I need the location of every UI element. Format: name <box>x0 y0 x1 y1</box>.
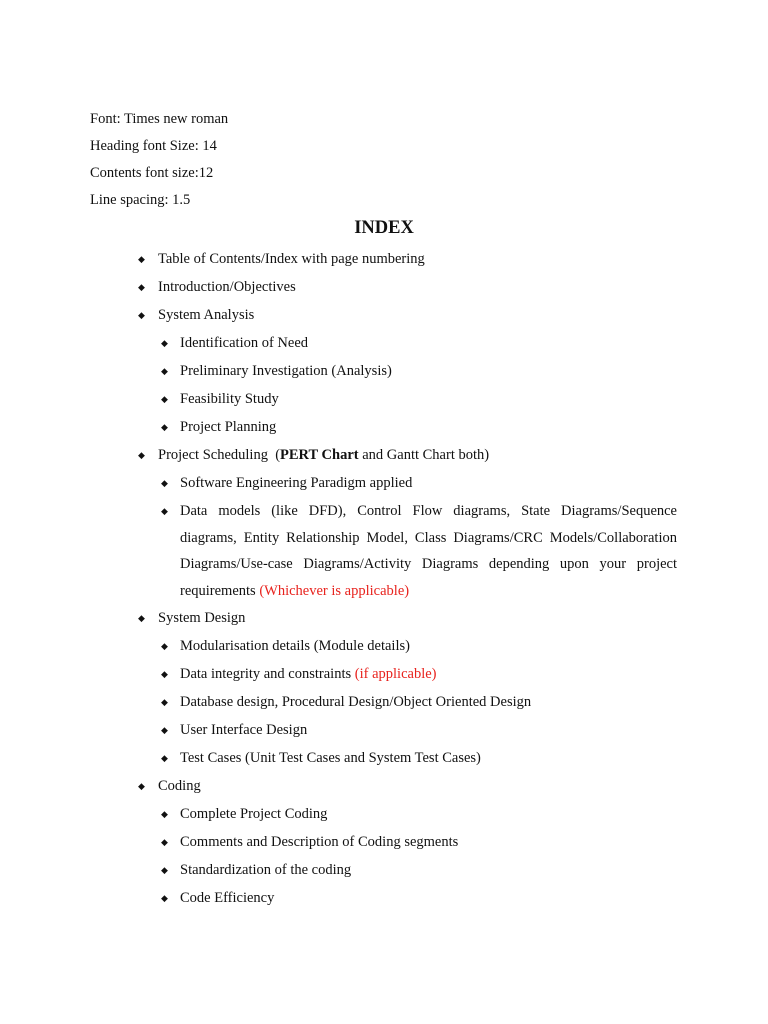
item-code-efficiency: Code Efficiency <box>180 890 275 906</box>
item-feasibility-study: Feasibility Study <box>180 391 279 407</box>
item-software-engineering-paradigm: Software Engineering Paradigm applied <box>180 475 413 491</box>
integrity-text: Data integrity and constraints <box>180 666 355 682</box>
bullet-icon: ◆ <box>138 450 145 460</box>
scheduling-prefix: Project Scheduling ( <box>158 447 281 463</box>
spec-heading-size: Heading font Size: 14 <box>90 138 217 154</box>
scheduling-suffix: and Gantt Chart both) <box>358 447 490 463</box>
data-models-note: (Whichever is applicable) <box>259 583 410 600</box>
item-database-design: Database design, Procedural Design/Object Oriented Design <box>180 694 532 710</box>
item-modularisation-details: Modularisation details (Module details) <box>180 638 410 654</box>
bullet-icon: ◆ <box>161 725 168 735</box>
item-project-scheduling <box>158 446 489 464</box>
bullet-icon: ◆ <box>161 366 168 376</box>
bullet-icon: ◆ <box>161 837 168 847</box>
data-models-text: Data models (like DFD), Control Flow diagrams, State Diagrams/Sequence diagrams, Entity Relationship Model, Class Diagrams/CRC Models/Collaboration Diagrams/Use-case Diagrams/Activity Diagrams depending upon your project requirements <box>180 503 677 600</box>
item-system-design: System Design <box>158 610 246 626</box>
item-data-models <box>180 498 677 605</box>
bullet-icon: ◆ <box>161 893 168 903</box>
bullet-icon: ◆ <box>161 506 168 516</box>
item-preliminary-investigation: Preliminary Investigation (Analysis) <box>180 363 392 379</box>
bullet-icon: ◆ <box>138 254 145 264</box>
item-introduction: Introduction/Objectives <box>158 279 296 295</box>
bullet-icon: ◆ <box>161 697 168 707</box>
bullet-icon: ◆ <box>138 282 145 292</box>
pert-chart-label: PERT Chart <box>280 447 359 463</box>
bullet-icon: ◆ <box>161 478 168 488</box>
item-complete-project-coding: Complete Project Coding <box>180 806 328 822</box>
integrity-note: (if applicable) <box>354 666 437 682</box>
bullet-icon: ◆ <box>161 753 168 763</box>
bullet-icon: ◆ <box>161 641 168 651</box>
item-data-integrity <box>180 665 436 683</box>
item-project-planning: Project Planning <box>180 419 277 435</box>
bullet-icon: ◆ <box>161 669 168 679</box>
spec-contents-size: Contents font size:12 <box>90 165 214 181</box>
bullet-icon: ◆ <box>138 310 145 320</box>
item-identification-of-need: Identification of Need <box>180 335 309 351</box>
bullet-icon: ◆ <box>161 865 168 875</box>
item-coding: Coding <box>158 778 201 794</box>
item-standardization: Standardization of the coding <box>180 862 352 878</box>
spec-line-spacing: Line spacing: 1.5 <box>90 192 191 208</box>
bullet-icon: ◆ <box>161 338 168 348</box>
bullet-icon: ◆ <box>161 394 168 404</box>
bullet-icon: ◆ <box>138 781 145 791</box>
spec-font: Font: Times new roman <box>90 111 229 127</box>
item-test-cases: Test Cases (Unit Test Cases and System Test Cases) <box>180 750 481 766</box>
index-heading: INDEX <box>354 218 414 238</box>
bullet-icon: ◆ <box>138 613 145 623</box>
item-user-interface-design: User Interface Design <box>180 722 308 738</box>
item-system-analysis: System Analysis <box>158 307 255 323</box>
item-comments-description: Comments and Description of Coding segments <box>180 834 459 850</box>
bullet-icon: ◆ <box>161 422 168 432</box>
item-toc: Table of Contents/Index with page numbering <box>158 251 425 267</box>
bullet-icon: ◆ <box>161 809 168 819</box>
